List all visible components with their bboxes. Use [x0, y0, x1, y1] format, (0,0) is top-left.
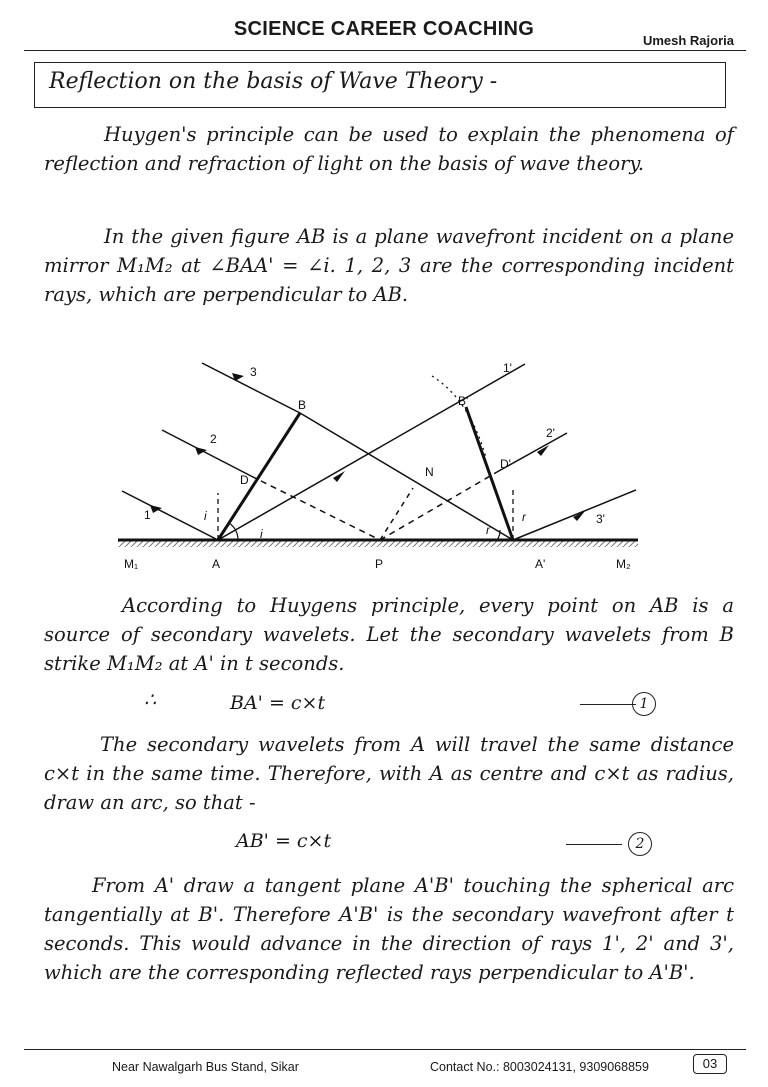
equation-2-number: 2	[628, 832, 652, 856]
header-author: Umesh Rajoria	[642, 33, 734, 48]
normal-pn-dashed	[380, 488, 413, 540]
header-title: SCIENCE CAREER COACHING	[233, 18, 535, 40]
footer-contact: Contact No.: 8003024131, 9309068859	[430, 1060, 649, 1074]
label-ray-1: 1	[144, 508, 151, 522]
page-number: 03	[693, 1054, 727, 1074]
label-angle-r-right: r	[522, 510, 526, 524]
label-m2: M₂	[616, 557, 631, 571]
paragraph-3: According to Huygens principle, every point on AB is a source of secondary wavelets. Let the secondary wavelets from B strike M₁M₂ at A' in t seconds.	[44, 594, 734, 675]
equation-2: AB' = c×t	[236, 830, 332, 852]
footer-rule	[24, 1049, 746, 1050]
wavefront-a-prime-b-prime	[466, 407, 513, 540]
label-a-prime: A'	[535, 557, 546, 571]
label-ray-2: 2	[210, 432, 217, 446]
paragraph-4: The secondary wavelets from A will travel the same distance c×t in the same time. Therefore, with A as centre and c×t as radius, draw an arc, so that -	[44, 733, 734, 814]
label-angle-r-left: r	[486, 523, 490, 537]
label-b: B	[298, 398, 307, 412]
label-ray-3-prime: 3'	[596, 512, 605, 526]
paragraph-2: In the given figure AB is a plane wavefront incident on a plane mirror M₁M₂ at ∠BAA' = ∠i. 1, 2, 3 are the corresponding incident rays, which are perpendicular to AB.	[44, 225, 734, 306]
reflected-ray-2-dashed	[380, 472, 497, 540]
paragraph-5: From A' draw a tangent plane A'B' touching the spherical arc tangentially at B'. Therefore A'B' is the secondary wavefront after t seconds. This would advance in the direction of rays 1', 2' and 3', which are the corresponding reflected rays perpendicular to A'B'.	[44, 874, 734, 984]
reflected-ray-3-prime	[513, 490, 636, 540]
arrow-ray-2	[195, 447, 207, 455]
label-n: N	[425, 465, 434, 479]
arrow-ray-1	[150, 505, 162, 513]
label-d: D	[240, 473, 249, 487]
label-d-prime: D'	[500, 457, 511, 471]
ray-2-dashed	[251, 476, 380, 540]
label-ray-2-prime: 2'	[546, 426, 555, 440]
label-m1: M₁	[124, 557, 139, 571]
equation-1-dash	[580, 704, 636, 705]
secondary-wavelet-arc	[432, 376, 486, 458]
label-angle-i-right: i	[260, 527, 263, 541]
reflected-ray-1-prime	[218, 364, 525, 540]
footer-address: Near Nawalgarh Bus Stand, Sikar	[112, 1060, 299, 1074]
equation-2-dash	[566, 844, 622, 845]
label-b-prime: B'	[458, 394, 469, 408]
therefore-symbol: ∴	[144, 689, 157, 711]
label-a: A	[212, 557, 221, 571]
equation-1: BA' = c×t	[230, 692, 326, 714]
label-p: P	[375, 557, 384, 571]
incident-ray-2	[162, 430, 251, 476]
label-angle-i-left: i	[204, 509, 207, 523]
paragraph-1: Huygen's principle can be used to explain the phenomena of reflection and refraction of light on the basis of wave theory.	[44, 123, 734, 175]
label-ray-1-prime: 1'	[503, 361, 512, 375]
section-heading: Reflection on the basis of Wave Theory -	[49, 69, 498, 94]
label-ray-3: 3	[250, 365, 257, 379]
equation-1-number: 1	[632, 692, 656, 716]
wavefront-ab	[218, 413, 300, 540]
